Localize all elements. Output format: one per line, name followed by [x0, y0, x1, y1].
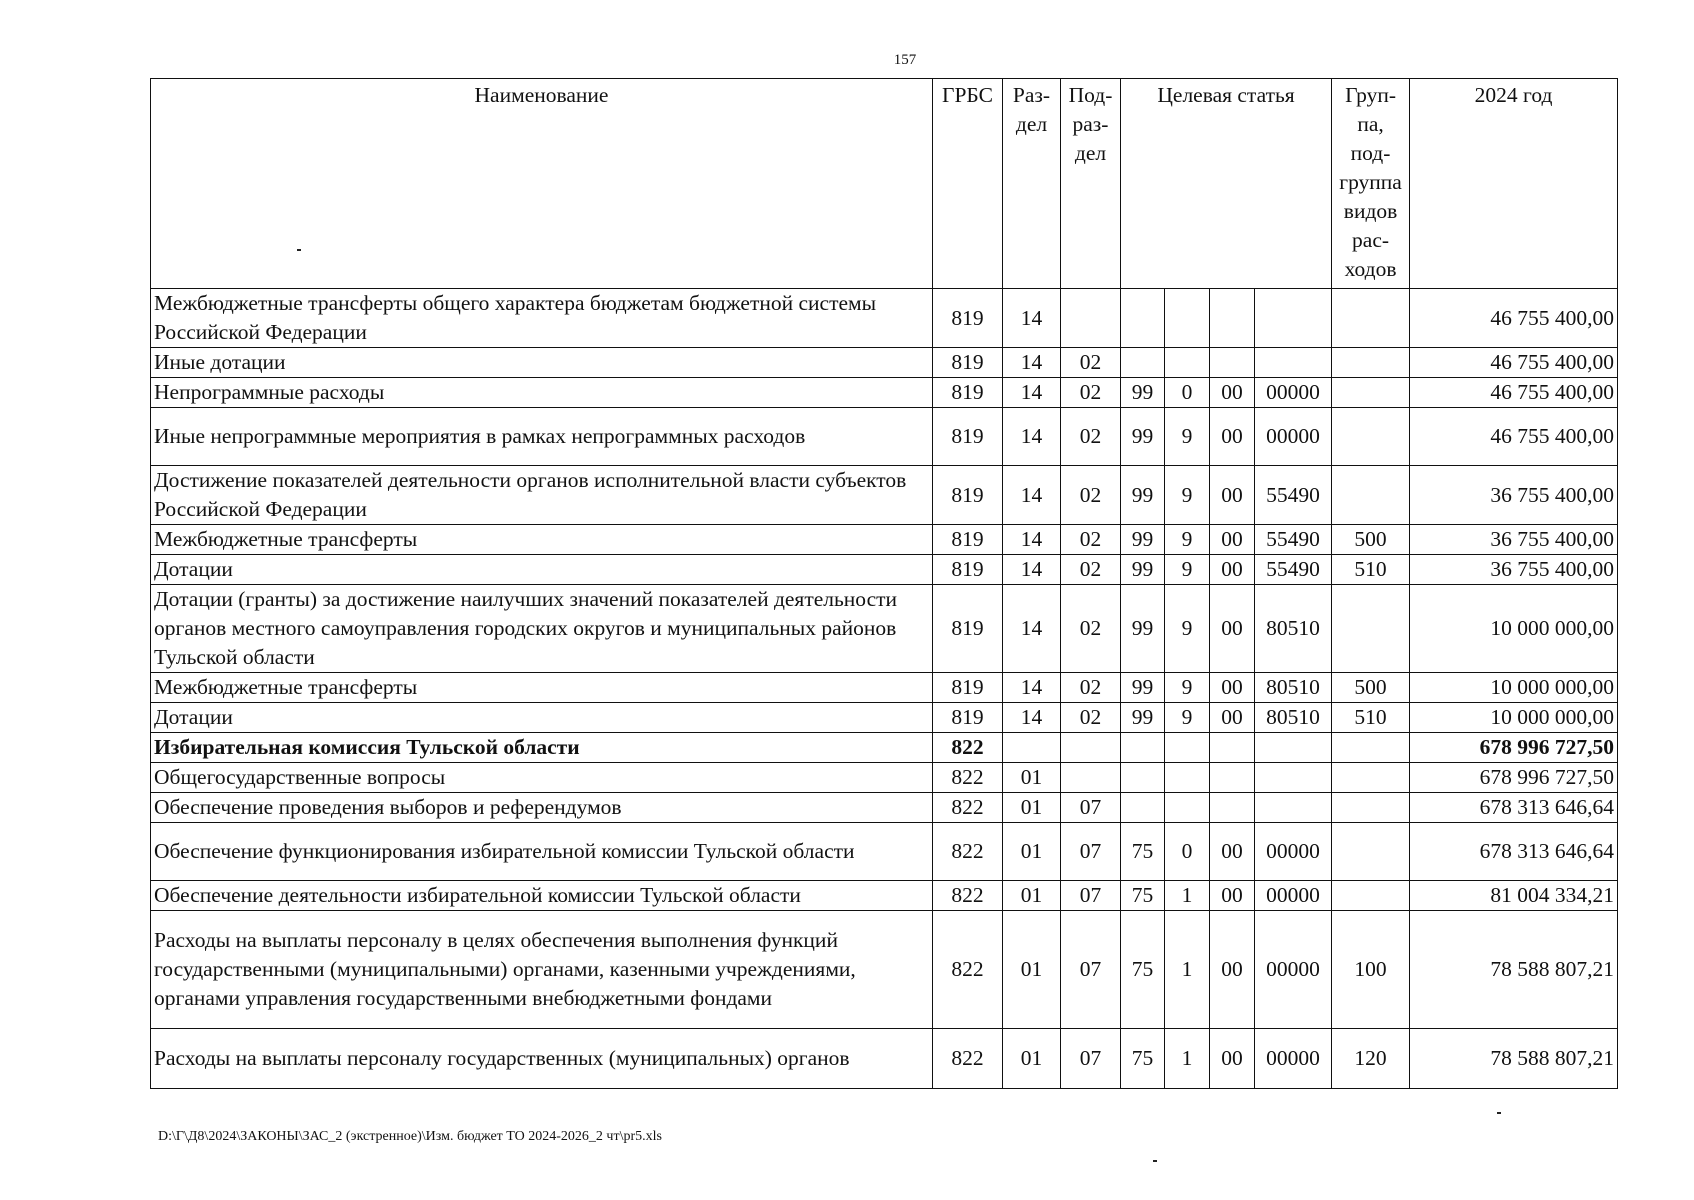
- cell-target-program: [1121, 348, 1165, 378]
- cell-name: Непрограммные расходы: [151, 378, 933, 408]
- cell-target-main-event: 00: [1210, 823, 1255, 881]
- cell-grbs: 822: [933, 911, 1003, 1029]
- cell-target-program: 99: [1121, 703, 1165, 733]
- cell-target-program: 75: [1121, 823, 1165, 881]
- cell-amount-2024: 36 755 400,00: [1410, 466, 1618, 525]
- cell-target-program: 99: [1121, 408, 1165, 466]
- table-row: [151, 911, 1618, 1029]
- cell-target-subprogram: 1: [1165, 881, 1210, 911]
- cell-razdel: 14: [1003, 585, 1061, 673]
- cell-grbs: 819: [933, 585, 1003, 673]
- cell-name: Расходы на выплаты персоналу в целях обеспечения выполнения функций государственными (муниципальными) органами, казенными учреждениями, органами управления государственными внебюджетными фондами: [151, 911, 933, 1029]
- table-row: [151, 378, 1618, 408]
- cell-grbs: 819: [933, 378, 1003, 408]
- cell-amount-2024: 81 004 334,21: [1410, 881, 1618, 911]
- cell-name: Обеспечение функционирования избирательной комиссии Тульской области: [151, 823, 933, 881]
- cell-target-subprogram: 9: [1165, 673, 1210, 703]
- cell-target-program: [1121, 793, 1165, 823]
- cell-target-subprogram: 1: [1165, 911, 1210, 1029]
- cell-amount-2024: 36 755 400,00: [1410, 555, 1618, 585]
- cell-name: Межбюджетные трансферты: [151, 673, 933, 703]
- cell-target-main-event: [1210, 289, 1255, 348]
- cell-razdel: 14: [1003, 466, 1061, 525]
- cell-target-subprogram: [1165, 289, 1210, 348]
- cell-amount-2024: 46 755 400,00: [1410, 289, 1618, 348]
- cell-expense-group: 500: [1332, 673, 1410, 703]
- scan-speck: [1497, 1112, 1501, 1114]
- table-row: [151, 763, 1618, 793]
- page-number: 157: [893, 52, 917, 68]
- cell-razdel: 14: [1003, 289, 1061, 348]
- cell-razdel: 14: [1003, 703, 1061, 733]
- cell-podrazdel: 02: [1061, 525, 1121, 555]
- cell-target-main-event: 00: [1210, 585, 1255, 673]
- cell-name: Достижение показателей деятельности органов исполнительной власти субъектов Российской Федерации: [151, 466, 933, 525]
- cell-name: Обеспечение деятельности избирательной комиссии Тульской области: [151, 881, 933, 911]
- header-razdel: Раз- дел: [1003, 79, 1061, 289]
- cell-name: Дотации: [151, 703, 933, 733]
- cell-target-direction: 80510: [1255, 673, 1332, 703]
- cell-target-subprogram: 9: [1165, 585, 1210, 673]
- cell-amount-2024: 10 000 000,00: [1410, 673, 1618, 703]
- cell-grbs: 819: [933, 673, 1003, 703]
- cell-grbs: 819: [933, 555, 1003, 585]
- cell-podrazdel: 02: [1061, 703, 1121, 733]
- cell-target-subprogram: [1165, 793, 1210, 823]
- cell-amount-2024: 10 000 000,00: [1410, 585, 1618, 673]
- cell-target-main-event: 00: [1210, 408, 1255, 466]
- cell-target-direction: 00000: [1255, 1029, 1332, 1089]
- cell-name: Иные непрограммные мероприятия в рамках непрограммных расходов: [151, 408, 933, 466]
- cell-target-subprogram: 1: [1165, 1029, 1210, 1089]
- cell-target-direction: 55490: [1255, 555, 1332, 585]
- cell-podrazdel: 02: [1061, 466, 1121, 525]
- cell-grbs: 819: [933, 289, 1003, 348]
- table-row: [151, 289, 1618, 348]
- cell-target-main-event: 00: [1210, 1029, 1255, 1089]
- cell-razdel: 14: [1003, 555, 1061, 585]
- cell-expense-group: [1332, 585, 1410, 673]
- cell-amount-2024: 678 313 646,64: [1410, 793, 1618, 823]
- cell-amount-2024: 78 588 807,21: [1410, 1029, 1618, 1089]
- cell-razdel: 01: [1003, 763, 1061, 793]
- cell-target-direction: [1255, 763, 1332, 793]
- table-row: [151, 348, 1618, 378]
- cell-razdel: [1003, 733, 1061, 763]
- table-row: [151, 555, 1618, 585]
- cell-expense-group: 510: [1332, 555, 1410, 585]
- cell-target-main-event: [1210, 348, 1255, 378]
- cell-grbs: 822: [933, 881, 1003, 911]
- cell-expense-group: [1332, 881, 1410, 911]
- cell-podrazdel: 02: [1061, 408, 1121, 466]
- cell-grbs: 822: [933, 1029, 1003, 1089]
- cell-podrazdel: 07: [1061, 1029, 1121, 1089]
- cell-amount-2024: 46 755 400,00: [1410, 378, 1618, 408]
- cell-podrazdel: 02: [1061, 585, 1121, 673]
- cell-target-direction: [1255, 733, 1332, 763]
- table-row: [151, 585, 1618, 673]
- table-row: [151, 703, 1618, 733]
- cell-amount-2024: 678 996 727,50: [1410, 733, 1618, 763]
- cell-expense-group: [1332, 378, 1410, 408]
- cell-target-program: 99: [1121, 673, 1165, 703]
- scan-speck: [1153, 1160, 1157, 1162]
- header-name: Наименование: [151, 79, 933, 289]
- cell-expense-group: 510: [1332, 703, 1410, 733]
- cell-target-subprogram: 0: [1165, 823, 1210, 881]
- cell-razdel: 01: [1003, 1029, 1061, 1089]
- table-row: [151, 793, 1618, 823]
- cell-podrazdel: 07: [1061, 823, 1121, 881]
- cell-target-subprogram: 9: [1165, 525, 1210, 555]
- cell-grbs: 819: [933, 466, 1003, 525]
- cell-name: Дотации: [151, 555, 933, 585]
- cell-name: Дотации (гранты) за достижение наилучших значений показателей деятельности органов местного самоуправления городских округов и муниципальных районов Тульской области: [151, 585, 933, 673]
- cell-name: Межбюджетные трансферты: [151, 525, 933, 555]
- cell-target-program: 99: [1121, 466, 1165, 525]
- cell-amount-2024: 10 000 000,00: [1410, 703, 1618, 733]
- cell-target-direction: 55490: [1255, 525, 1332, 555]
- cell-target-main-event: [1210, 793, 1255, 823]
- cell-grbs: 822: [933, 763, 1003, 793]
- header-grbs: ГРБС: [933, 79, 1003, 289]
- cell-name: Избирательная комиссия Тульской области: [151, 733, 933, 763]
- cell-expense-group: [1332, 408, 1410, 466]
- budget-table: [150, 78, 1618, 1089]
- cell-target-main-event: 00: [1210, 703, 1255, 733]
- scan-speck: [297, 249, 301, 251]
- cell-target-direction: 80510: [1255, 703, 1332, 733]
- cell-expense-group: [1332, 289, 1410, 348]
- header-podrazdel: Под- раз- дел: [1061, 79, 1121, 289]
- cell-name: Расходы на выплаты персоналу государственных (муниципальных) органов: [151, 1029, 933, 1089]
- cell-amount-2024: 78 588 807,21: [1410, 911, 1618, 1029]
- cell-target-subprogram: 0: [1165, 378, 1210, 408]
- cell-grbs: 819: [933, 703, 1003, 733]
- cell-target-main-event: 00: [1210, 881, 1255, 911]
- cell-target-subprogram: [1165, 763, 1210, 793]
- cell-razdel: 01: [1003, 881, 1061, 911]
- cell-target-program: [1121, 289, 1165, 348]
- cell-podrazdel: 07: [1061, 881, 1121, 911]
- cell-razdel: 14: [1003, 408, 1061, 466]
- cell-target-main-event: 00: [1210, 378, 1255, 408]
- cell-target-subprogram: 9: [1165, 555, 1210, 585]
- table-row: [151, 525, 1618, 555]
- cell-grbs: 819: [933, 348, 1003, 378]
- cell-expense-group: [1332, 348, 1410, 378]
- cell-name: Иные дотации: [151, 348, 933, 378]
- table-row: [151, 733, 1618, 763]
- cell-name: Обеспечение проведения выборов и референдумов: [151, 793, 933, 823]
- cell-amount-2024: 678 996 727,50: [1410, 763, 1618, 793]
- table-body: [151, 289, 1618, 1089]
- cell-target-direction: [1255, 793, 1332, 823]
- cell-target-direction: 00000: [1255, 823, 1332, 881]
- cell-amount-2024: 678 313 646,64: [1410, 823, 1618, 881]
- header-group: Груп- па, под- группа видов рас- ходов: [1332, 79, 1410, 289]
- cell-razdel: 01: [1003, 823, 1061, 881]
- footer-file-path: D:\Г\Д8\2024\ЗАКОНЫ\ЗАС_2 (экстренное)\Изм. бюджет ТО 2024-2026_2 чт\pr5.xls: [158, 1129, 662, 1144]
- cell-target-main-event: 00: [1210, 673, 1255, 703]
- cell-expense-group: 100: [1332, 911, 1410, 1029]
- cell-target-program: 99: [1121, 378, 1165, 408]
- cell-amount-2024: 46 755 400,00: [1410, 348, 1618, 378]
- cell-podrazdel: 02: [1061, 555, 1121, 585]
- cell-expense-group: [1332, 793, 1410, 823]
- cell-target-program: 75: [1121, 911, 1165, 1029]
- cell-grbs: 822: [933, 733, 1003, 763]
- cell-amount-2024: 46 755 400,00: [1410, 408, 1618, 466]
- cell-target-program: 99: [1121, 585, 1165, 673]
- cell-podrazdel: [1061, 289, 1121, 348]
- cell-expense-group: [1332, 763, 1410, 793]
- cell-grbs: 819: [933, 525, 1003, 555]
- table-row: [151, 466, 1618, 525]
- cell-razdel: 14: [1003, 525, 1061, 555]
- cell-target-subprogram: 9: [1165, 703, 1210, 733]
- table-row: [151, 1029, 1618, 1089]
- table-row: [151, 408, 1618, 466]
- cell-target-main-event: 00: [1210, 525, 1255, 555]
- cell-target-direction: [1255, 348, 1332, 378]
- cell-grbs: 822: [933, 793, 1003, 823]
- cell-razdel: 01: [1003, 911, 1061, 1029]
- cell-podrazdel: [1061, 763, 1121, 793]
- cell-target-direction: 80510: [1255, 585, 1332, 673]
- cell-razdel: 01: [1003, 793, 1061, 823]
- cell-expense-group: 500: [1332, 525, 1410, 555]
- cell-grbs: 819: [933, 408, 1003, 466]
- cell-target-program: 75: [1121, 1029, 1165, 1089]
- cell-target-main-event: 00: [1210, 466, 1255, 525]
- cell-expense-group: 120: [1332, 1029, 1410, 1089]
- cell-target-subprogram: [1165, 733, 1210, 763]
- cell-target-direction: 00000: [1255, 881, 1332, 911]
- cell-target-main-event: 00: [1210, 555, 1255, 585]
- cell-target-program: 75: [1121, 881, 1165, 911]
- cell-expense-group: [1332, 466, 1410, 525]
- cell-amount-2024: 36 755 400,00: [1410, 525, 1618, 555]
- cell-razdel: 14: [1003, 348, 1061, 378]
- cell-podrazdel: 02: [1061, 348, 1121, 378]
- header-row: [151, 79, 1618, 289]
- cell-target-subprogram: 9: [1165, 408, 1210, 466]
- cell-target-direction: [1255, 289, 1332, 348]
- cell-expense-group: [1332, 823, 1410, 881]
- cell-target-main-event: 00: [1210, 911, 1255, 1029]
- header-target-article: Целевая статья: [1121, 79, 1332, 289]
- cell-grbs: 822: [933, 823, 1003, 881]
- cell-target-program: 99: [1121, 555, 1165, 585]
- cell-target-program: 99: [1121, 525, 1165, 555]
- cell-target-program: [1121, 733, 1165, 763]
- cell-target-subprogram: 9: [1165, 466, 1210, 525]
- header-year: 2024 год: [1410, 79, 1618, 289]
- cell-podrazdel: 07: [1061, 793, 1121, 823]
- cell-podrazdel: 02: [1061, 673, 1121, 703]
- cell-target-subprogram: [1165, 348, 1210, 378]
- cell-expense-group: [1332, 733, 1410, 763]
- cell-name: Межбюджетные трансферты общего характера бюджетам бюджетной системы Российской Федерации: [151, 289, 933, 348]
- cell-target-main-event: [1210, 733, 1255, 763]
- cell-razdel: 14: [1003, 378, 1061, 408]
- table-row: [151, 823, 1618, 881]
- cell-podrazdel: [1061, 733, 1121, 763]
- cell-target-direction: 00000: [1255, 378, 1332, 408]
- cell-target-direction: 00000: [1255, 408, 1332, 466]
- cell-target-direction: 00000: [1255, 911, 1332, 1029]
- cell-podrazdel: 02: [1061, 378, 1121, 408]
- cell-podrazdel: 07: [1061, 911, 1121, 1029]
- cell-target-direction: 55490: [1255, 466, 1332, 525]
- cell-target-program: [1121, 763, 1165, 793]
- table-row: [151, 673, 1618, 703]
- cell-name: Общегосударственные вопросы: [151, 763, 933, 793]
- cell-razdel: 14: [1003, 673, 1061, 703]
- cell-target-main-event: [1210, 763, 1255, 793]
- table-row: [151, 881, 1618, 911]
